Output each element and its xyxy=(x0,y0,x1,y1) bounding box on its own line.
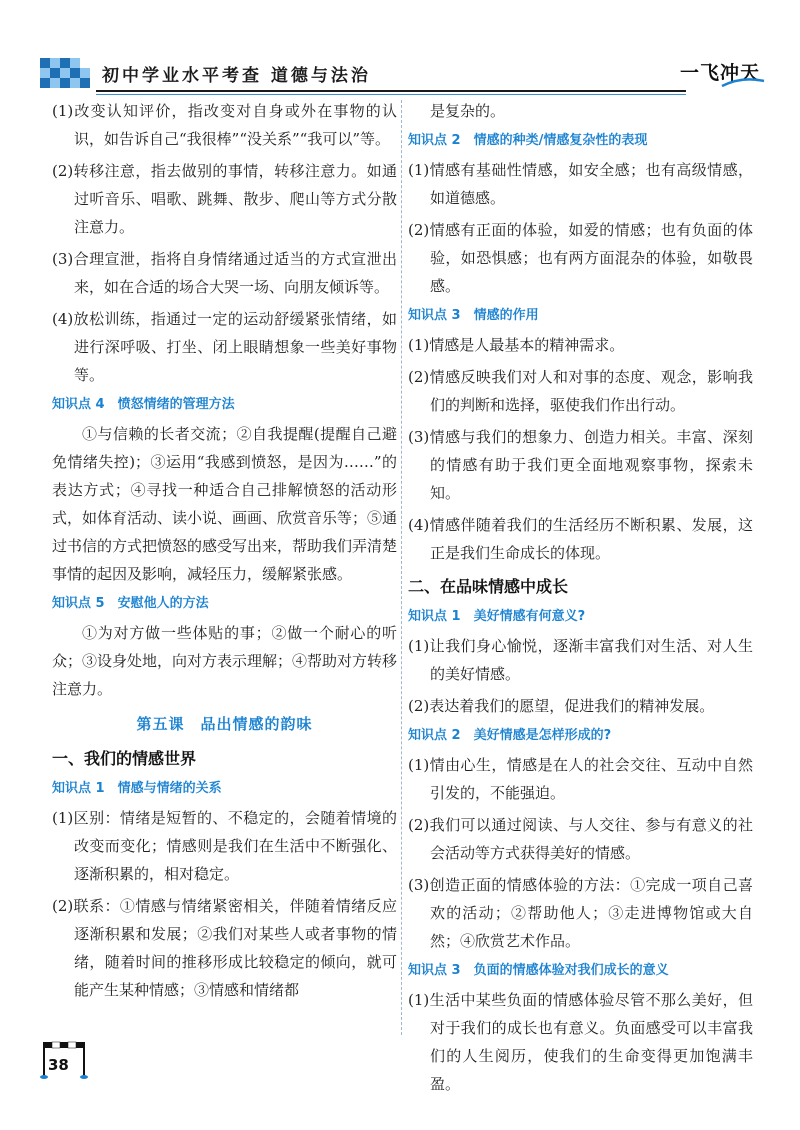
continued-text: 是复杂的。 xyxy=(430,102,506,120)
knowledge-point-heading: 知识点 3 负面的情感体验对我们成长的意义 xyxy=(408,963,669,978)
checker-logo-icon xyxy=(40,58,92,92)
list-item: (1)让我们身心愉悦，逐渐丰富我们对生活、对人生的美好情感。 xyxy=(408,637,753,683)
brand-logo: 一飞冲天 xyxy=(679,62,760,84)
left-column xyxy=(52,97,397,1008)
page-header xyxy=(40,52,760,96)
paragraph: ①为对方做一些体贴的事；②做一个耐心的听众；③设身处地，向对方表示理解；④帮助对方转移注意力。 xyxy=(52,624,398,698)
list-item: (2)情感有正面的体验，如爱的情感；也有负面的体验，如恐惧感；也有两方面混杂的体验，如敬畏感。 xyxy=(408,221,753,295)
list-item: (4)放松训练，指通过一定的运动舒缓紧张情绪，如进行深呼吸、打坐、闭上眼睛想象一些美好事物等。 xyxy=(52,310,397,384)
knowledge-point-heading: 知识点 1 情感与情绪的关系 xyxy=(52,781,222,796)
list-item: (1)情感有基础性情感，如安全感；也有高级情感，如道德感。 xyxy=(408,161,753,207)
section-heading: 一、我们的情感世界 xyxy=(52,749,197,768)
section-heading: 二、在品味情感中成长 xyxy=(408,577,569,596)
knowledge-point-heading: 知识点 1 美好情感有何意义? xyxy=(408,609,586,624)
page-number: 38 xyxy=(48,1056,69,1074)
brand-swoosh-icon xyxy=(720,78,766,88)
list-item: (1)区别：情绪是短暂的、不稳定的，会随着情境的改变而变化；情感则是我们在生活中不断强化、逐渐积累的，相对稳定。 xyxy=(52,809,397,883)
list-item: (4)情感伴随着我们的生活经历不断积累、发展，这正是我们生命成长的体现。 xyxy=(408,516,753,562)
list-item: (3)合理宣泄，指将自身情绪通过适当的方式宣泄出来，如在合适的场合大哭一场、向朋友倾诉等。 xyxy=(52,250,397,296)
page-number-badge xyxy=(40,1040,90,1080)
right-column xyxy=(408,97,753,1102)
knowledge-point-heading: 知识点 2 情感的种类/情感复杂性的表现 xyxy=(408,133,648,148)
knowledge-point-heading: 知识点 4 愤怒情绪的管理方法 xyxy=(52,397,235,412)
knowledge-point-heading: 知识点 5 安慰他人的方法 xyxy=(52,596,209,611)
list-item: (1)情由心生，情感是在人的社会交往、互动中自然引发的，不能强迫。 xyxy=(408,756,753,802)
list-item: (2)联系：①情感与情绪紧密相关，伴随着情绪反应逐渐积累和发展；②我们对某些人或者事物的情绪，随着时间的推移形成比较稳定的倾向，就可能产生某种情感；③情感和情绪都 xyxy=(52,897,397,999)
knowledge-point-heading: 知识点 3 情感的作用 xyxy=(408,308,539,323)
knowledge-point-heading: 知识点 2 美好情感是怎样形成的? xyxy=(408,728,612,743)
list-item: (2)我们可以通过阅读、与人交往、参与有意义的社会活动等方式获得美好的情感。 xyxy=(408,816,753,862)
list-item: (3)情感与我们的想象力、创造力相关。丰富、深刻的情感有助于我们更全面地观察事物，探索未知。 xyxy=(408,428,753,502)
list-item: (1)改变认知评价，指改变对自身或外在事物的认识，如告诉自己“我很棒”“没关系”“我可以”等。 xyxy=(52,102,397,148)
column-divider xyxy=(401,100,402,1035)
list-item: (1)情感是人最基本的精神需求。 xyxy=(408,336,625,354)
header-rule xyxy=(96,90,686,92)
list-item: (2)情感反映我们对人和对事的态度、观念，影响我们的判断和选择，驱使我们作出行动。 xyxy=(408,368,753,414)
list-item: (3)创造正面的情感体验的方法：①完成一项自己喜欢的活动；②帮助他人；③走进博物馆或大自然；④欣赏艺术作品。 xyxy=(408,876,753,950)
header-title: 初中学业水平考查 道德与法治 xyxy=(102,66,371,86)
list-item: (2)表达着我们的愿望，促进我们的精神发展。 xyxy=(408,697,715,715)
list-item: (1)生活中某些负面的情感体验尽管不那么美好，但对于我们的成长也有意义。负面感受可以丰富我们的人生阅历，使我们的生命变得更加饱满丰盈。 xyxy=(408,991,753,1093)
list-item: (2)转移注意，指去做别的事情，转移注意力。如通过听音乐、唱歌、跳舞、散步、爬山等方式分散注意力。 xyxy=(52,162,397,236)
paragraph: ①与信赖的长者交流；②自我提醒(提醒自己避免情绪失控)；③运用“我感到愤怒，是因为……”的表达方式；④寻找一种适合自己排解愤怒的活动形式，如体育活动、读小说、画画、欣赏音乐等；⑤通过书信的方式把愤怒的感受写出来，帮助我们弄清楚事情的起因及影响，减轻压力，缓解紧张感。 xyxy=(52,425,398,583)
header-rule-accent xyxy=(96,94,686,95)
lesson-title: 第五课 品出情感的韵味 xyxy=(136,715,313,733)
